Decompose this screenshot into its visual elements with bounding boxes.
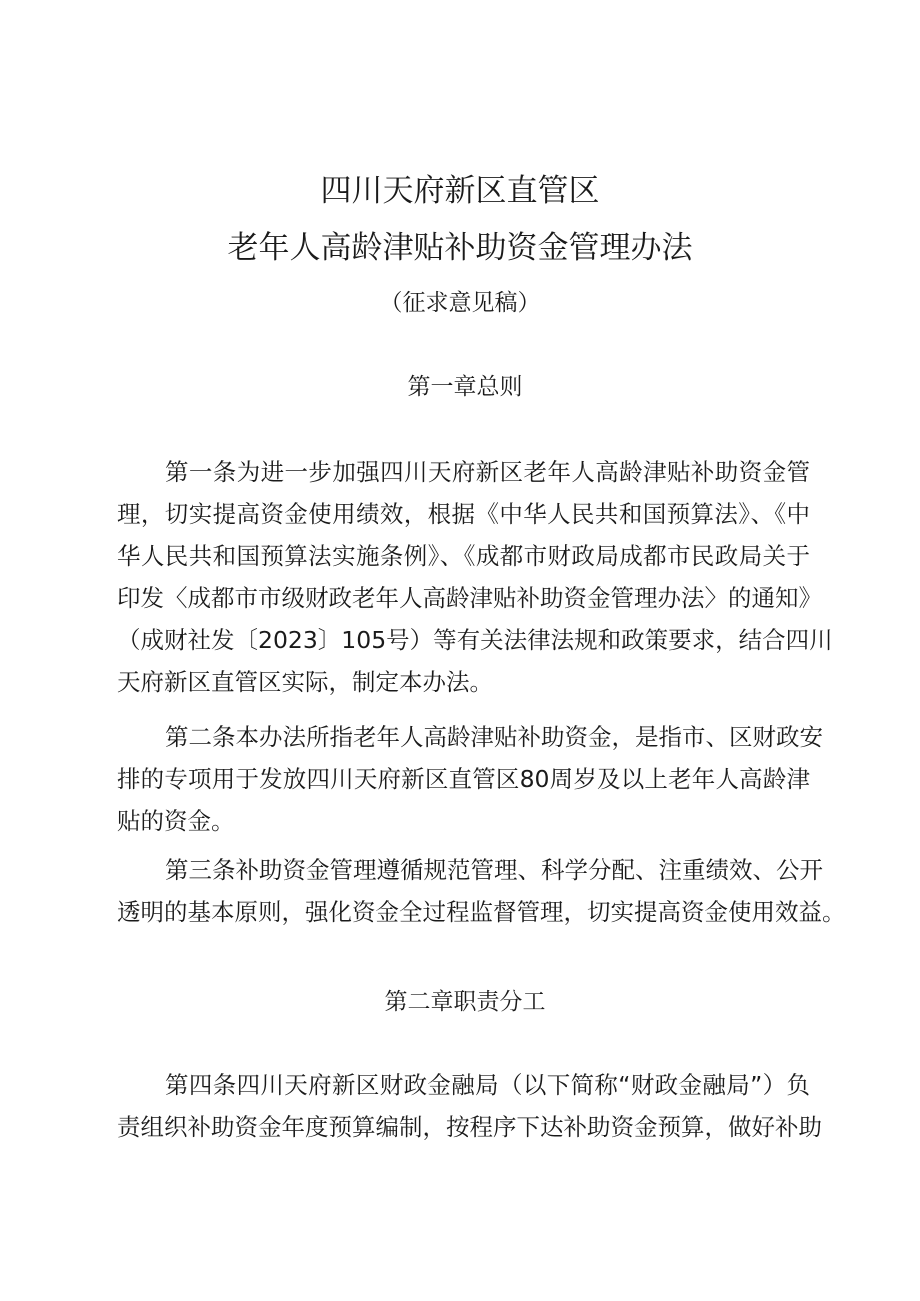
article-1-line: （成财社发〔2023〕105号）等有关法律法规和政策要求，结合四川 [117,626,833,654]
article-2 [117,716,823,842]
article-3-line: 第三条补助资金管理遵循规范管理、科学分配、注重绩效、公开 [165,856,823,884]
article-1-line: 华人民共和国预算法实施条例》、《成都市财政局成都市民政局关于 [117,542,810,570]
article-1-line: 理，切实提高资金使用绩效，根据《中华人民共和国预算法》、《中 [117,500,810,528]
document-subtitle: （征求意见稿） [379,290,541,316]
article-4 [117,1064,822,1148]
article-2-line: 第二条本办法所指老年人高龄津贴补助资金，是指市、区财政安 [165,723,823,751]
article-1-line: 天府新区直管区实际，制定本办法。 [117,668,493,696]
article-1-line: 第一条为进一步加强四川天府新区老年人高龄津贴补助资金管 [165,458,810,486]
document-title-line-2: 老年人高龄津贴补助资金管理办法 [227,230,693,266]
chapter-2-heading: 第二章职责分工 [384,989,546,1015]
article-2-line: 贴的资金。 [117,807,235,835]
article-1 [117,451,833,703]
article-3 [117,849,846,933]
chapter-1-heading: 第一章总则 [407,374,523,400]
article-4-line: 第四条四川天府新区财政金融局（以下简称“财政金融局”）负 [165,1071,810,1099]
article-3-line: 透明的基本原则，强化资金全过程监督管理，切实提高资金使用效益。 [117,898,846,926]
article-1-line: 印发〈成都市市级财政老年人高龄津贴补助资金管理办法〉的通知》 [117,584,822,612]
document-title-line-1: 四川天府新区直管区 [320,173,600,209]
article-2-line: 排的专项用于发放四川天府新区直管区80周岁及以上老年人高龄津 [117,765,810,793]
article-4-line: 责组织补助资金年度预算编制，按程序下达补助资金预算，做好补助 [117,1113,822,1141]
